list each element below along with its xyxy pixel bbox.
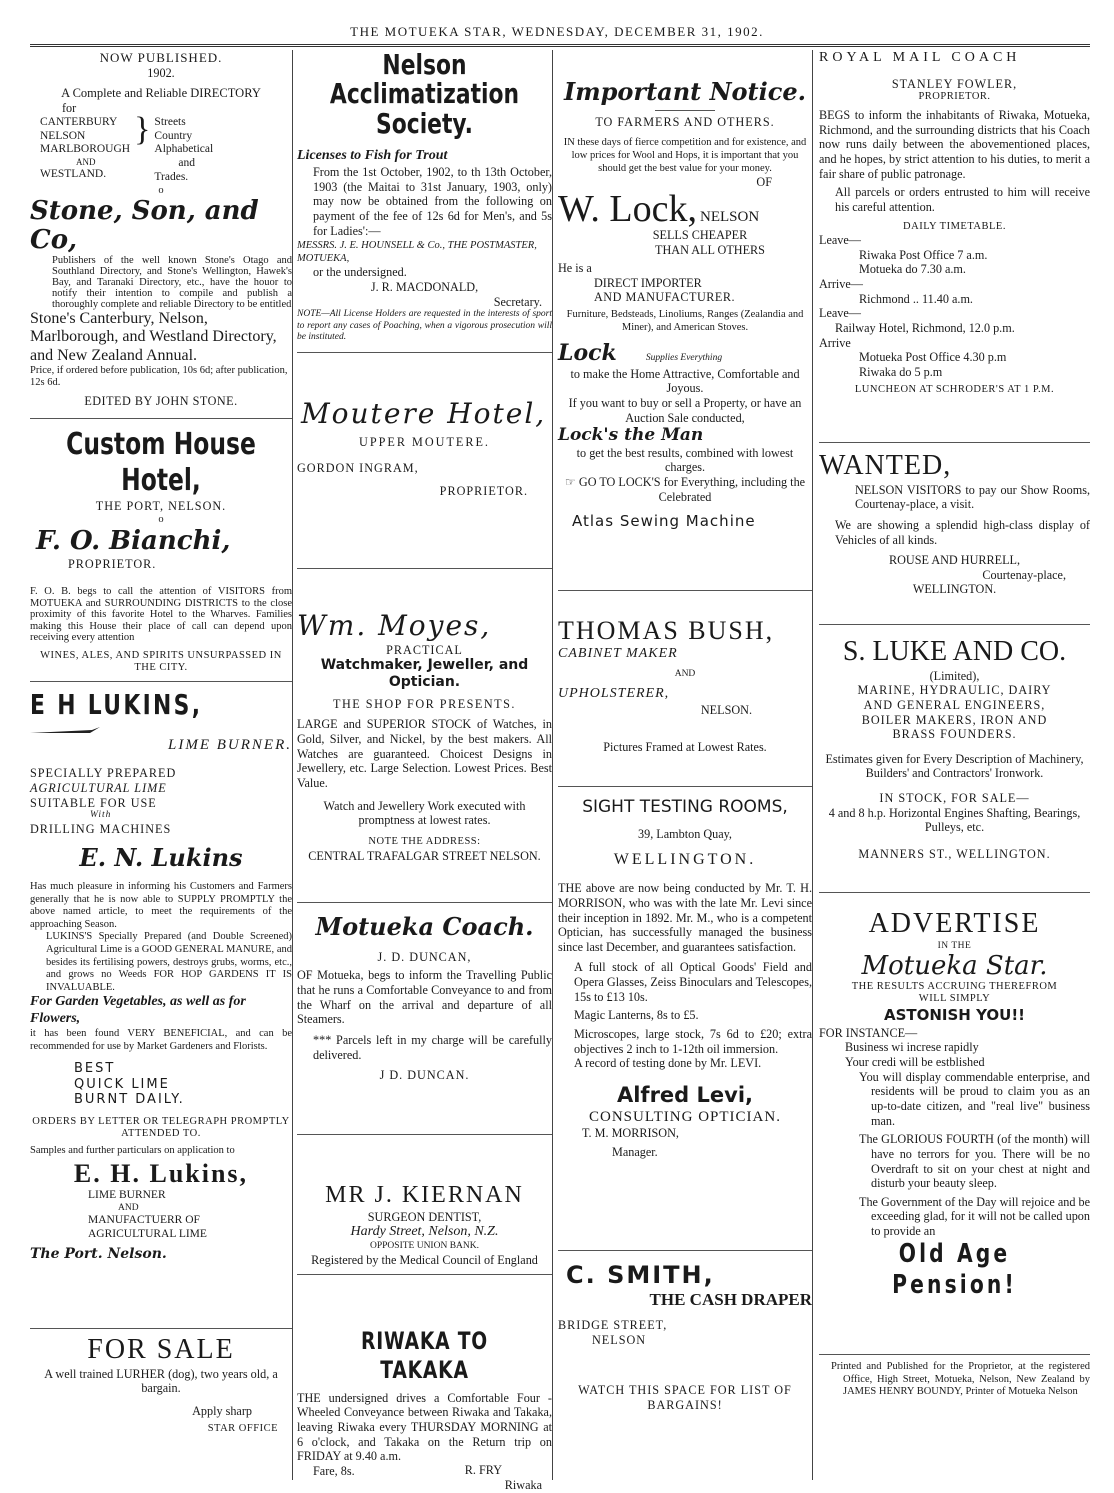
wanted-city: WELLINGTON.: [912, 582, 997, 597]
region: CANTERBURY: [40, 115, 118, 128]
luke-estimates: Estimates given for Every Description of Machinery, Builders' and Contractors' Ironwork.: [825, 751, 1084, 781]
for-sale-title: FOR SALE: [87, 1334, 235, 1365]
coach-body: OF Motueka, begs to inform the Travelling Public that he runs a Comfortable Conveyance to and from the Wharf on the arrival and departure of all Steamers.: [297, 968, 552, 1027]
sight-stock: A full stock of all Optical Goods' Field and Opera Glasses, Zeiss Binoculars and Telescopes, 15s to £13 10s.: [574, 960, 812, 1004]
lukins-spec-line: SPECIALLY PREPARED: [30, 766, 177, 781]
lukins-samples: Samples and further particulars on application to: [30, 1145, 235, 1157]
acclimatization-title: Nelson Acclimatization Society.: [329, 48, 520, 140]
lukins-best-line: BEST: [74, 1061, 116, 1077]
lock-than: THAN ALL OTHERS: [655, 242, 765, 257]
lukins-trade-line: AGRICULTURAL LIME: [88, 1227, 207, 1240]
directory-head: NOW PUBLISHED.: [99, 50, 223, 65]
moyes-shop: THE SHOP FOR PRESENTS.: [333, 696, 516, 711]
moutere-hotel-ad: [297, 352, 552, 568]
lukins-flourish-icon: [30, 725, 100, 735]
lock-body: IN these days of fierce competition and for existence, and low prices for Wool and Hops, it is important that you should get the best value for your money.: [563, 137, 807, 174]
lock-title-rule: [655, 110, 715, 111]
sight-record: A record of testing done by Mr. LEVI.: [574, 1056, 762, 1071]
kiernan-registered: Registered by the Medical Council of England: [311, 1252, 538, 1267]
column-2: [292, 48, 552, 1493]
moyes-practical: PRACTICAL: [386, 642, 463, 657]
for-sale-apply: Apply sharp: [192, 1403, 252, 1418]
firm-name: Stone, Son, and Co,: [30, 196, 259, 256]
luke-line: BRASS FOUNDERS.: [892, 727, 1017, 742]
advertise-item: Your credi will be estblished: [845, 1055, 985, 1070]
imprint: [819, 1354, 1090, 1399]
smith-address: BRIDGE STREET,: [558, 1318, 668, 1333]
bush-and: AND: [674, 668, 696, 679]
feature: Streets: [154, 115, 186, 128]
wanted-ad: [819, 442, 1090, 624]
smith-sub: THE CASH DRAPER: [649, 1289, 812, 1309]
feature: Country: [154, 129, 193, 142]
mail-leave2: Leave—: [819, 306, 861, 321]
feature: Alphabetical: [154, 143, 214, 156]
directory-table: [38, 110, 215, 185]
lock-atlas: Atlas Sewing Machine: [572, 512, 756, 531]
lukins-body3: it has been found VERY BENEFICIAL, and can be recommended for use by Market Gardeners and Florists.: [30, 1027, 292, 1052]
luke-limited: (Limited),: [929, 668, 980, 683]
mail-title: ROYAL MAIL COACH: [819, 50, 1021, 65]
luke-title: S. LUKE AND CO.: [842, 636, 1067, 667]
bianchi-role: PROPRIETOR.: [68, 557, 157, 572]
mail-luncheon: LUNCHEON AT SCHRODER'S AT 1 P.M.: [854, 383, 1055, 395]
masthead: THE MOTUEKA STAR, WEDNESDAY, DECEMBER 31, 1902.: [350, 24, 764, 39]
lock-to: TO FARMERS AND OTHERS.: [595, 114, 775, 129]
acclimatization-ad: [297, 50, 552, 352]
moutere-role: PROPRIETOR.: [439, 483, 528, 498]
wanted-address: Courtenay-place,: [982, 567, 1066, 582]
lukins-orders: ORDERS BY LETTER OR TELEGRAPH PROMPTLY ATTENDED TO.: [32, 1115, 290, 1140]
wanted-body: NELSON VISITORS to pay our Show Rooms, Courtenay-place, a visit.: [855, 482, 1090, 512]
trout-head: Licenses to Fish for Trout: [297, 148, 448, 164]
luke-ad: [819, 624, 1090, 892]
levi-name: Alfred Levi,: [616, 1082, 754, 1107]
feature: and: [178, 157, 196, 170]
smith-ad: [558, 1250, 812, 1430]
riwaka-sig: R. FRY: [464, 1463, 502, 1478]
moutere-name: GORDON INGRAM,: [297, 461, 419, 476]
moyes-repair: Watch and Jewellery Work executed with promptness at lowest rates.: [323, 798, 526, 828]
coach-title: Motueka Coach.: [315, 912, 534, 941]
trout-signed: or the undersigned.: [313, 265, 407, 280]
lukins-best-line: QUICK LIME: [74, 1076, 170, 1092]
lukins-trade-line: LIME BURNER: [88, 1188, 166, 1201]
motueka-coach-ad: [297, 902, 552, 1134]
bush-trade2: UPHOLSTERER,: [558, 686, 670, 702]
pointing-hand-icon: ☞: [564, 474, 576, 489]
lukins-trade-line: AND: [118, 1202, 139, 1213]
levi-morrison: T. M. MORRISON,: [582, 1126, 679, 1141]
moyes-body: LARGE and SUPERIOR STOCK of Watches, in Gold, Silver, and Nickel, by the best makers. All Watches are guaranteed. Choicest Designs in Jewellery, etc. Large Selection. Lowest Prices. Best Value.: [297, 717, 552, 791]
trout-secretary: J. R. MACDONALD,: [370, 280, 479, 294]
lukins-body: Has much pleasure in informing his Customers and Farmers generally that he is now able to SUPPLY PROMPTLY the above named article, to meet the requirements of the approaching Season.: [30, 880, 292, 930]
directory-for: for: [62, 101, 77, 116]
levi-manager: Manager.: [612, 1144, 658, 1159]
custom-house-body: F. O. B. begs to call the attention of VISITORS from MOTUEKA and SURROUNDING DISTRICTS to the close proximity of this favorite Hotel to the Wharves. Families making this House their place of call can depend upon receiving every attention: [30, 586, 292, 644]
riwaka-place: Riwaka: [504, 1478, 542, 1493]
directory-ad: [30, 50, 292, 418]
sight-testing-ad: [558, 786, 812, 1250]
mail-parcels: All parcels or orders entrusted to him will receive his careful attention.: [835, 185, 1090, 214]
wanted-body2: We are showing a splendid high-class display of Vehicles of all kinds.: [835, 517, 1090, 547]
luke-line: AND GENERAL ENGINEERS,: [863, 697, 1046, 712]
mail-time: Motueka Post Office 4.30 p.m: [859, 350, 1007, 365]
lock-property: If you want to buy or sell a Property, or have an Auction Sale conducted,: [568, 395, 802, 425]
coach-sig: J D. DUNCAN.: [379, 1068, 470, 1083]
mail-arrive: Arrive—: [819, 277, 863, 292]
riwaka-body: THE undersigned drives a Comfortable Four - Wheeled Conveyance between Riwaka and Takaka, leaving Riwaka every THURSDAY MORNING at 6 o'clock, and Takaka on the Return trip on FRIDAY at 9.40 a.m.: [297, 1390, 552, 1464]
region: WESTLAND.: [40, 168, 107, 181]
smith-title: C. SMITH,: [566, 1261, 715, 1289]
coach-name: J. D. DUNCAN,: [377, 949, 472, 964]
kiernan-address: Hardy Street, Nelson, N.Z.: [350, 1224, 499, 1240]
column-4: [812, 50, 1090, 1480]
lukins-title: E H LUKINS,: [30, 688, 203, 721]
lukins-ad: [30, 681, 292, 1328]
sight-body: THE above are now being conducted by Mr. T. H. MORRISON, who was with the late Mr. Levi since their inception in 1892. Mr. M., who is a competent Optician, has successfully managed the business since last December, and guarantees satisfaction.: [558, 881, 812, 954]
lock-nelson: NELSON: [700, 208, 760, 225]
wanted-firm: ROUSE AND HURRELL,: [888, 553, 1021, 568]
luke-line: BOILER MAKERS, IRON AND: [861, 712, 1048, 727]
coach-parcels: *** Parcels left in my charge will be carefully delivered.: [313, 1033, 552, 1062]
trout-note: NOTE—All License Holders are requested in the interests of sport to report any cases of Poaching, when a vigorous prosecution will be instituted.: [297, 309, 552, 343]
masthead-rule: [30, 44, 1090, 47]
column-3: [552, 50, 812, 1480]
custom-house-ad: [30, 418, 292, 681]
brace-glyph: }: [134, 110, 151, 148]
directory-title: Stone's Canterbury, Nelson, Marlborough, and Westland Directory, and New Zealand Annual.: [30, 309, 277, 364]
lock-ad: [558, 50, 812, 590]
advertise-pension: Old Age Pension!: [892, 1238, 1017, 1300]
lukins-spec-line: AGRICULTURAL LIME: [30, 780, 167, 795]
moyes-ad: [297, 568, 552, 902]
region: AND: [76, 157, 96, 168]
for-sale-body: A well trained LURHER (dog), two years old, a bargain.: [44, 1366, 278, 1396]
moutere-place: UPPER MOUTERE.: [359, 434, 490, 449]
custom-house-wines: WINES, ALES, AND SPIRITS UNSURPASSED IN THE CITY.: [40, 649, 282, 674]
mail-time: Richmond .. 11.40 a.m.: [859, 291, 973, 306]
sight-city: WELLINGTON.: [613, 851, 757, 869]
mail-role: PROPRIETOR.: [918, 91, 991, 103]
wanted-title: WANTED,: [819, 450, 952, 481]
lock-sells: SELLS CHEAPER: [652, 227, 748, 242]
custom-house-title: Custom House Hotel,: [66, 427, 256, 498]
custom-divider: o: [158, 513, 164, 525]
mail-time: Railway Hotel, Richmond, 12.0 p.m.: [835, 320, 1015, 335]
lukins-port: The Port. Nelson.: [30, 1245, 167, 1262]
lock-importer: DIRECT IMPORTER: [594, 275, 702, 290]
moyes-title: Wm. Moyes,: [297, 609, 492, 642]
moyes-trade: Watchmaker, Jeweller, and Optician.: [320, 657, 529, 691]
luke-address: MANNERS ST., WELLINGTON.: [858, 847, 1051, 861]
directory-line1: A Complete and Reliable DIRECTORY: [61, 86, 261, 101]
mail-arrive2: Arrive: [819, 335, 851, 350]
bush-pictures: Pictures Framed at Lowest Rates.: [603, 739, 767, 754]
moyes-note: NOTE THE ADDRESS:: [368, 835, 481, 847]
lukins-body2: LUKINS'S Specially Prepared (and Double Screened) Agricultural Lime is a GOOD GENERAL MANURE, and besides its fertilising powers, destroys grubs, worms, etc., and grows no Weeds FOR HOP GARDENS IT IS INVALUABLE.: [46, 931, 292, 993]
advertise-in: IN THE: [937, 940, 972, 951]
bush-ad: [558, 590, 812, 786]
kiernan-ad: [297, 1134, 552, 1274]
bush-title: THOMAS BUSH,: [558, 616, 775, 645]
mail-timetable: DAILY TIMETABLE.: [903, 220, 1006, 232]
custom-house-place: THE PORT, NELSON.: [95, 499, 227, 513]
advertise-for: FOR INSTANCE—: [819, 1025, 918, 1040]
advertise-astonish: ASTONISH YOU!!: [883, 1005, 1026, 1024]
for-sale-office: STAR OFFICE: [207, 1422, 278, 1434]
mail-time: Riwaka do 5 p.m: [859, 364, 943, 379]
advertise-paper: Motueka Star.: [861, 950, 1048, 981]
sight-address: 39, Lambton Quay,: [638, 827, 732, 842]
lukins-spec-line: SUITABLE FOR USE: [30, 795, 157, 810]
imprint-text: Printed and Published for the Proprietor, at the registered Office, High Street, Motueka, Nelson, New Zealand by JAMES HENRY BOUNDY, Printer of Motueka Nelson: [831, 1361, 1090, 1398]
column-1: [30, 50, 292, 1480]
bush-place: NELSON.: [700, 703, 752, 718]
lock-heis: He is a: [558, 261, 592, 276]
royal-mail-ad: [819, 50, 1090, 442]
luke-line: MARINE, HYDRAULIC, DAIRY: [857, 683, 1052, 698]
moutere-title: Moutere Hotel,: [301, 397, 547, 430]
mail-name: STANLEY FOWLER,: [891, 76, 1018, 91]
feature: Trades.: [154, 171, 189, 184]
trout-agents: MESSRS. J. E. HOUNSELL & Co., THE POSTMASTER, MOTUEKA,: [297, 240, 537, 264]
mail-body: BEGS to inform the inhabitants of Riwaka, Motueka, Richmond, and the surrounding districts that his Coach now runs daily between the abovementioned places, and he hopes, by strict attention to his duties, to merit a fair share of public patronage.: [819, 108, 1090, 181]
lukins-sub: LIME BURNER.: [168, 737, 292, 754]
kiernan-title: MR J. KIERNAN: [325, 1182, 524, 1208]
lukins-name: E. N. Lukins: [79, 843, 243, 873]
lock-goto-text: GO TO LOCK'S for Everything, including the Celebrated: [578, 474, 806, 504]
advertise-ad: [819, 892, 1090, 1354]
lock-results: to get the best results, combined with lowest charges.: [576, 445, 794, 475]
lock-man: Lock's the Man: [558, 425, 704, 446]
kiernan-opposite: OPPOSITE UNION BANK.: [370, 1241, 479, 1252]
directory-editor: EDITED BY JOHN STONE.: [84, 394, 238, 409]
lock-manufacturer: AND MANUFACTURER.: [594, 290, 735, 305]
lock-supplies: Supplies Everything: [645, 353, 723, 364]
lock-name2: Lock: [558, 340, 617, 367]
region: MARLBOROUGH: [40, 143, 131, 156]
sight-title: SIGHT TESTING ROOMS,: [582, 797, 788, 817]
riwaka-takaka-ad: [297, 1274, 552, 1493]
mail-leave: Leave—: [819, 233, 861, 248]
trout-secretary-role: Secretary.: [493, 294, 542, 309]
mail-time: Riwaka Post Office 7 a.m.: [859, 247, 988, 262]
advertise-item: Business wi increse rapidly: [845, 1040, 979, 1055]
smith-watch: WATCH THIS SPACE FOR LIST OF BARGAINS!: [578, 1383, 792, 1413]
directory-price: Price, if ordered before publication, 10s 6d; after publication, 12s 6d.: [30, 364, 288, 389]
sight-microscopes: Microscopes, large stock, 7s 6d to £20; extra objectives 2 inch to 1-12th oil immersion.: [574, 1026, 812, 1056]
advertise-title: ADVERTISE: [868, 908, 1041, 939]
advertise-item: You will display commendable enterprise, and residents will be proud to claim you as an up-to-date citizen, and "real live" business man.: [859, 1069, 1090, 1128]
lukins-spec-line: DRILLING MACHINES: [30, 821, 172, 836]
sight-lanterns: Magic Lanterns, 8s to £5.: [574, 1008, 699, 1023]
directory-divider: o: [158, 184, 164, 196]
lukins-name2: E. H. Lukins,: [73, 1158, 249, 1188]
kiernan-role: SURGEON DENTIST,: [367, 1209, 482, 1224]
lukins-trade-line: MANUFACTUERR OF: [88, 1214, 200, 1227]
for-sale-ad: [30, 1328, 292, 1483]
lock-of: OF: [756, 175, 772, 190]
advertise-item: The GLORIOUS FOURTH (of the month) will have no terrors for you. There will be no Overdraft to sit on your chest at night and disturb your beauty sleep.: [859, 1132, 1090, 1191]
moyes-address: CENTRAL TRAFALGAR STREET NELSON.: [308, 848, 541, 863]
levi-consulting: CONSULTING OPTICIAN.: [589, 1109, 781, 1126]
advertise-results: THE RESULTS ACCRUING THEREFROM: [851, 980, 1058, 992]
advertise-item: The Government of the Day will rejoice and be exceeding glad, for it will not be called upon to provide an: [859, 1194, 1090, 1239]
directory-year: 1902.: [147, 65, 175, 80]
riwaka-fare: Fare, 8s.: [313, 1463, 355, 1478]
bianchi-name: F. O. Bianchi,: [36, 526, 231, 557]
directory-body: Publishers of the well known Stone's Otago and Southland Directory, and Stone's Wellington, Hawek's Bay, and Taranaki Directory, etc., have the houor to notify their intention to compile and publish a thoroughly complete and reliable Directory to be entitled: [52, 254, 292, 310]
bush-trade: CABINET MAKER: [558, 646, 678, 662]
advertise-will: WILL SIMPLY: [918, 993, 991, 1005]
luke-stock: IN STOCK, FOR SALE—: [879, 791, 1030, 806]
lukins-best-line: BURNT DAILY.: [74, 1092, 185, 1108]
riwaka-title: RIWAKA TO TAKAKA: [361, 1327, 488, 1384]
lukins-spec-line: With: [90, 810, 112, 821]
smith-place: NELSON: [592, 1332, 647, 1347]
region: NELSON: [40, 129, 86, 142]
lock-goto: [558, 475, 812, 504]
lock-title: Important Notice.: [564, 77, 806, 106]
lukins-vegetables: For Garden Vegetables, as well as for Flowers,: [30, 994, 246, 1027]
lock-home: to make the Home Attractive, Comfortable and Joyous.: [570, 366, 800, 396]
lock-name: W. Lock,: [558, 187, 697, 230]
trout-body: From the 1st October, 1902, to th 13th October, 1903 (the Maitai to 31st January, 1903, only) may now be obtained from the following on payment of the fee of 12s 6d for Men's, and 5s for Ladies':—: [313, 164, 552, 238]
lock-furniture: Furniture, Bedsteads, Linoliums, Ranges (Zealandia and Miner), and American Stoves.: [566, 309, 804, 333]
luke-engines: 4 and 8 h.p. Horizontal Engines Shafting, Bearings, Pulleys, etc.: [828, 805, 1081, 835]
mail-time: Motueka do 7.30 a.m.: [859, 262, 966, 277]
